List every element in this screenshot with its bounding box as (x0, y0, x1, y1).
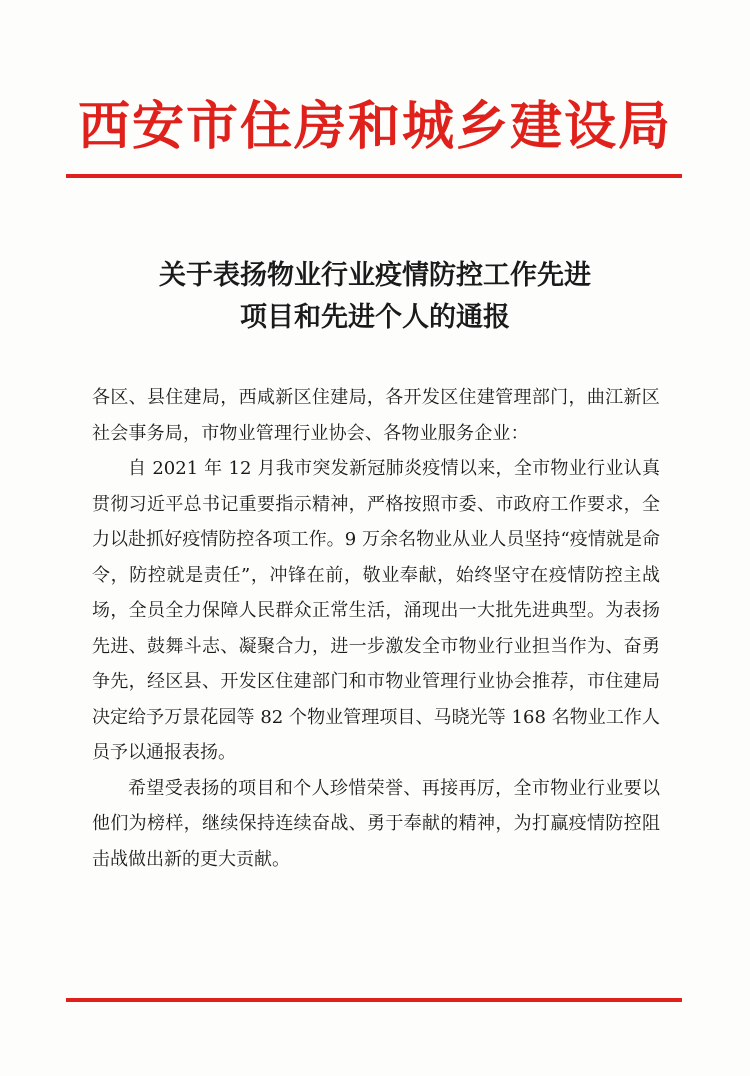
addressees: 各区、县住建局，西咸新区住建局，各开发区住建管理部门，曲江新区社会事务局，市物业管理行业协会、各物业服务企业： (92, 387, 660, 444)
body-paragraph-1: 自 2021 年 12 月我市突发新冠肺炎疫情以来，全市物业行业认真贯彻习近平总书记重要指示精神，严格按照市委、市政府工作要求，全力以赴抓好疫情防控各项工作。9 万余名物业从业人员坚持“疫情就是命令，防控就是责任”，冲锋在前，敬业奉献，始终坚守在疫情防控主战场，全员全力保障人民群众正常生活，涌现出一大批先进典型。为表扬先进、鼓舞斗志、凝聚合力，进一步激发全市物业行业担当作为、奋勇争先，经区县、开发区住建部门和市物业管理行业协会推荐，市住建局决定给予万景花园等 82 个物业管理项目、马晓光等 168 名物业工作人员予以通报表扬。 (92, 458, 660, 763)
red-rule-bottom (66, 998, 682, 1002)
body-paragraph-2: 希望受表扬的项目和个人珍惜荣誉、再接再厉，全市物业行业要以他们为榜样，继续保持连续奋战、勇于奉献的精神，为打赢疫情防控阻击战做出新的更大贡献。 (92, 777, 660, 870)
document-body (92, 380, 660, 877)
red-rule-top (66, 174, 682, 178)
issuer-header: 西安市住房和城乡建设局 (77, 96, 672, 157)
document-title (0, 255, 750, 339)
title-line-1: 关于表扬物业行业疫情防控工作先进 (159, 260, 591, 291)
title-line-2: 项目和先进个人的通报 (240, 302, 510, 333)
